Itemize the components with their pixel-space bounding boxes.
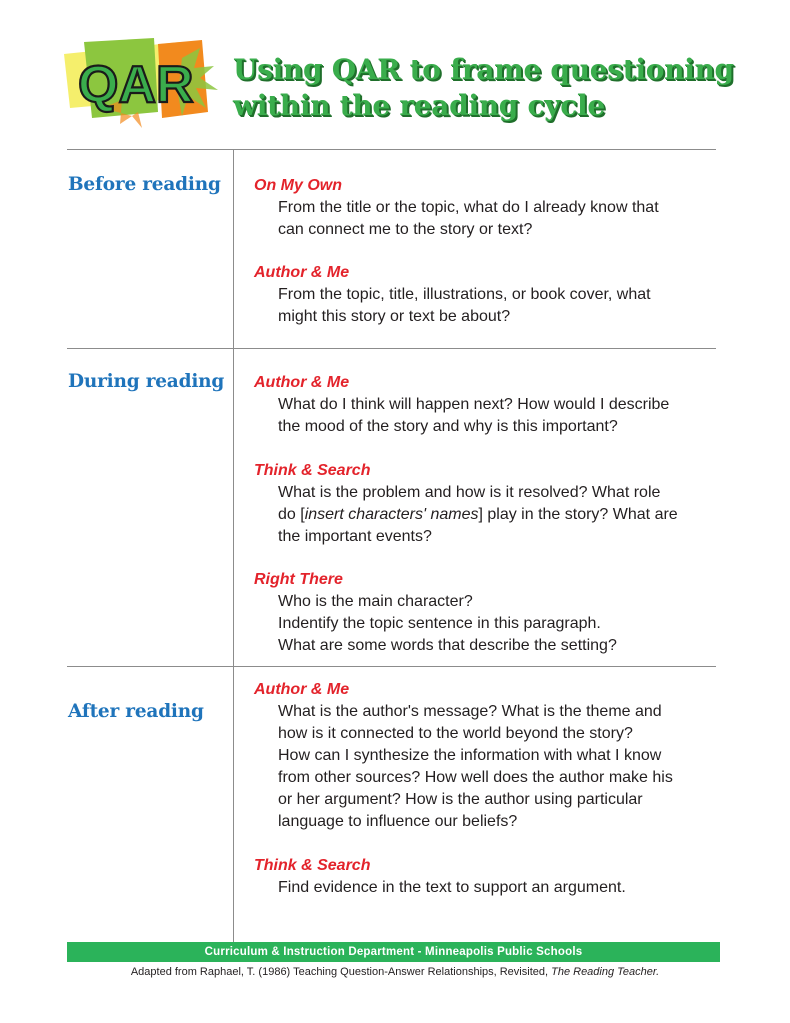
question-text: Find evidence in the text to support an argument.: [278, 879, 626, 896]
question-text: From the topic, title, illustrations, or book cover, what: [278, 286, 651, 303]
logo-text: QAR: [78, 56, 194, 114]
question-type: Author & Me: [254, 374, 350, 391]
question-text-part: ] play in the story? What are: [478, 506, 678, 523]
question-text-italic: insert characters' names: [304, 506, 479, 523]
question-type: Think & Search: [254, 462, 371, 479]
question-type: Author & Me: [254, 681, 350, 698]
section-label-during: During reading: [68, 371, 225, 392]
qar-logo-graphic: [62, 38, 220, 128]
question-type: On My Own: [254, 177, 342, 194]
question-text: Who is the main character?: [278, 593, 473, 610]
question-type: Right There: [254, 571, 343, 588]
question-type: Author & Me: [254, 264, 350, 281]
question-text: can connect me to the story or text?: [278, 221, 533, 238]
question-text: What are some words that describe the setting?: [278, 637, 617, 654]
title-line-2: within the reading cycle: [233, 89, 605, 122]
citation-text: Adapted from Raphael, T. (1986) Teaching Question-Answer Relationships, Revisited,: [130, 966, 552, 978]
question-text: How can I synthesize the information with what I know: [278, 747, 662, 764]
question-text: might this story or text be about?: [278, 308, 511, 325]
question-text: Indentify the topic sentence in this paragraph.: [278, 615, 601, 632]
question-text: What is the author's message? What is the theme and: [278, 703, 662, 720]
citation-journal: The Reading Teacher.: [551, 966, 660, 978]
question-text: or her argument? How is the author using particular: [278, 791, 643, 808]
question-text: language to influence our beliefs?: [278, 813, 518, 830]
citation: [0, 966, 790, 978]
question-text: What do I think will happen next? How would I describe: [278, 396, 670, 413]
question-type: Think & Search: [254, 857, 371, 874]
question-text-part: do [: [278, 506, 305, 523]
title-line-1: Using QAR to frame questioning: [233, 53, 734, 86]
section-divider-2: [67, 666, 716, 667]
page-title: [233, 52, 734, 124]
question-text: the important events?: [278, 528, 432, 545]
question-text: [278, 504, 678, 526]
question-text: from other sources? How well does the author make his: [278, 769, 673, 786]
question-text: From the title or the topic, what do I already know that: [278, 199, 659, 216]
top-divider: [67, 149, 716, 150]
question-text: how is it connected to the world beyond the story?: [278, 725, 633, 742]
column-divider: [233, 149, 234, 942]
section-label-after: After reading: [68, 701, 204, 722]
footer-bar: Curriculum & Instruction Department - Minneapolis Public Schools: [67, 942, 720, 962]
question-text: What is the problem and how is it resolved? What role: [278, 484, 661, 501]
question-text: the mood of the story and why is this important?: [278, 418, 618, 435]
section-divider-1: [67, 348, 716, 349]
qar-logo: [62, 38, 220, 128]
section-label-before: Before reading: [68, 174, 221, 195]
